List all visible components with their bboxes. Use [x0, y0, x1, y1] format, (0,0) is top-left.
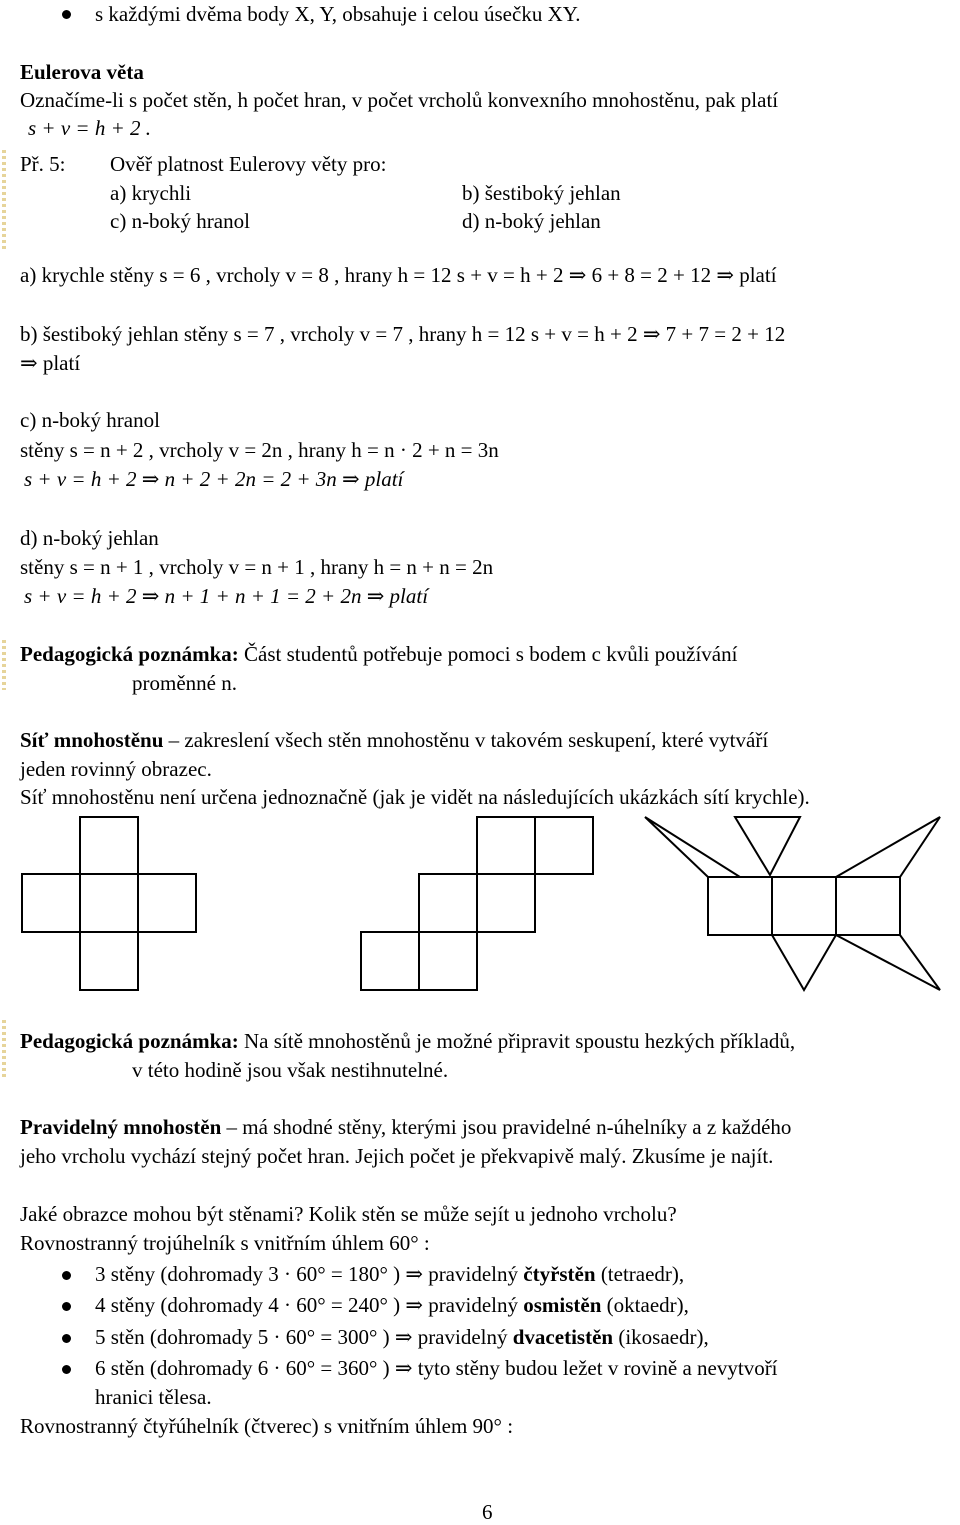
net-face: [772, 935, 836, 990]
cube-net-star: [640, 815, 955, 995]
list-item-text: 3 stěny (dohromady 3 · 60° = 180° ) ⇒ pravidelný: [95, 1262, 524, 1286]
question: Jaké obrazce mohou být stěnami? Kolik stěn se může sejít u jednoho vrcholu?: [20, 1202, 677, 1226]
list-item: [95, 1262, 684, 1287]
list-item-text: 5 stěn (dohromady 5 · 60° = 300° ) ⇒ pravidelný: [95, 1325, 513, 1349]
bullet-icon: [62, 1302, 71, 1311]
cube-net-cross: [20, 815, 230, 995]
solution-c-line2: s + v = h + 2 ⇒ n + 2 + 2n = 2 + 3n ⇒ platí: [24, 467, 404, 491]
net-face: [80, 932, 138, 990]
net-face: [419, 874, 477, 932]
solution-d-heading: d) n-boký jehlan: [20, 526, 159, 550]
list-item-text: 4 stěny (dohromady 4 · 60° = 240° ) ⇒ pravidelný: [95, 1293, 524, 1317]
note-text: Část studentů potřebuje pomoci s bodem c kvůli používání: [238, 642, 738, 666]
intro-line: s každými dvěma body X, Y, obsahuje i celou úsečku XY.: [95, 2, 581, 26]
net-face: [80, 874, 138, 932]
solution-b-line2: ⇒ platí: [20, 351, 81, 375]
example-item-c: c) n-boký hranol: [110, 209, 250, 233]
list-item-text: 6 stěn (dohromady 6 · 60° = 360° ) ⇒ tyto stěny budou ležet v rovině a nevytvoří: [95, 1356, 778, 1380]
net-note: Síť mnohostěnu není určena jednoznačně (jak je vidět na následujících ukázkách sítí krychle).: [20, 785, 810, 809]
list-item-bold: osmistěn: [523, 1293, 602, 1317]
bullet-icon: [62, 10, 71, 19]
euler-title: Eulerova věta: [20, 60, 144, 84]
margin-mark: [2, 640, 6, 690]
list-item-bold: dvacetistěn: [512, 1325, 614, 1349]
net-term: Síť mnohostěnu: [20, 728, 164, 752]
list-item-text: (oktaedr),: [601, 1293, 689, 1317]
cube-net-staircase: [335, 815, 605, 995]
solution-b-line1: b) šestiboký jehlan stěny s = 7 , vrcholy v = 7 , hrany h = 12 s + v = h + 2 ⇒ 7 + 7 = 2 + 12: [20, 322, 786, 346]
example-task: Ověř platnost Eulerovy věty pro:: [110, 152, 387, 176]
note-label: Pedagogická poznámka:: [20, 642, 239, 666]
net-def-cont: jeden rovinný obrazec.: [20, 757, 212, 781]
list-item-bold: čtyřstěn: [523, 1262, 596, 1286]
net-face: [138, 874, 196, 932]
bullet-icon: [62, 1365, 71, 1374]
solution-c-heading: c) n-boký hranol: [20, 408, 160, 432]
net-face: [80, 817, 138, 874]
pedagogical-note-1: [20, 642, 737, 667]
regular-term: Pravidelný mnohostěn: [20, 1115, 222, 1139]
list-item-cont: hranici tělesa.: [95, 1385, 212, 1409]
net-face: [535, 817, 593, 874]
list-item-text: (tetraedr),: [595, 1262, 685, 1286]
euler-formula: s + v = h + 2 .: [28, 116, 152, 140]
example-item-b: b) šestiboký jehlan: [462, 181, 621, 205]
note-text-cont: proměnné n.: [132, 671, 237, 695]
net-face: [477, 874, 535, 932]
bullet-icon: [62, 1271, 71, 1280]
solution-c-line1: stěny s = n + 2 , vrcholy v = 2n , hrany h = n · 2 + n = 3n: [20, 438, 499, 462]
net-face: [361, 932, 419, 990]
net-face: [645, 817, 740, 877]
net-definition: [20, 728, 768, 753]
list-item: [95, 1325, 709, 1350]
regular-def-cont: jeho vrcholu vychází stejný počet hran. Jejich počet je překvapivě malý. Zkusíme je najít.: [20, 1144, 774, 1168]
net-face: [836, 935, 940, 990]
net-face: [419, 932, 477, 990]
square-intro: Rovnostranný čtyřúhelník (čtverec) s vnitřním úhlem 90° :: [20, 1414, 514, 1438]
solution-d-line1: stěny s = n + 1 , vrcholy v = n + 1 , hrany h = n + n = 2n: [20, 555, 494, 579]
note-label: Pedagogická poznámka:: [20, 1029, 239, 1053]
regular-definition: [20, 1115, 791, 1140]
list-item: [95, 1293, 689, 1318]
note-text: Na sítě mnohostěnů je možné připravit spoustu hezkých příkladů,: [238, 1029, 796, 1053]
pedagogical-note-2: [20, 1029, 795, 1054]
net-face: [735, 817, 800, 875]
example-item-d: d) n-boký jehlan: [462, 209, 601, 233]
net-face: [836, 877, 900, 935]
regular-def: – má shodné stěny, kterými jsou pravidelné n-úhelníky a z každého: [221, 1115, 792, 1139]
page-number: 6: [482, 1500, 493, 1524]
net-face: [836, 817, 940, 877]
note-text-cont: v této hodině jsou však nestihnutelné.: [132, 1058, 449, 1082]
list-item-text: (ikosaedr),: [613, 1325, 709, 1349]
net-face: [772, 877, 836, 935]
net-face: [708, 877, 772, 935]
margin-mark: [2, 1020, 6, 1080]
net-def: – zakreslení všech stěn mnohostěnu v takovém seskupení, které vytváří: [163, 728, 769, 752]
example-label: Př. 5:: [20, 152, 66, 176]
net-face: [477, 817, 535, 874]
euler-text: Označíme-li s počet stěn, h počet hran, v počet vrcholů konvexního mnohostěnu, pak platí: [20, 88, 779, 112]
list-item: [95, 1356, 778, 1381]
example-item-a: a) krychli: [110, 181, 192, 205]
margin-mark: [2, 150, 6, 250]
solution-d-line2: s + v = h + 2 ⇒ n + 1 + n + 1 = 2 + 2n ⇒ platí: [24, 584, 429, 608]
solution-a: a) krychle stěny s = 6 , vrcholy v = 8 , hrany h = 12 s + v = h + 2 ⇒ 6 + 8 = 2 + 12 ⇒ platí: [20, 263, 777, 287]
net-face: [22, 874, 80, 932]
bullet-icon: [62, 1334, 71, 1343]
triangle-intro: Rovnostranný trojúhelník s vnitřním úhlem 60° :: [20, 1231, 430, 1255]
